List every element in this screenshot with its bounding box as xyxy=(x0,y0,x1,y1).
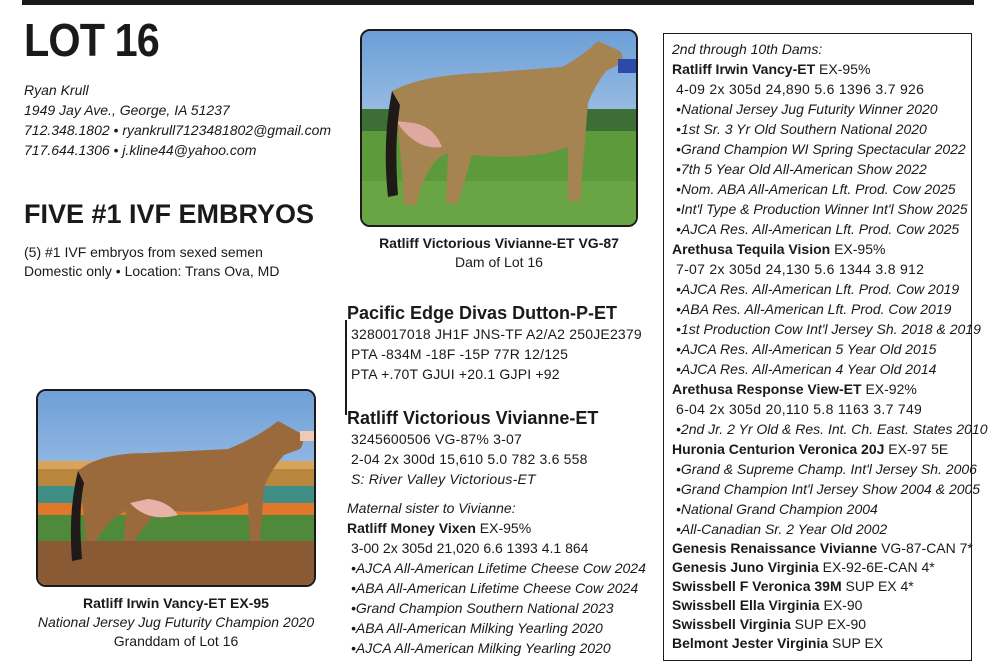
sire-name: Pacific Edge Divas Dutton-P-ET xyxy=(347,303,618,323)
maternal-sister-title xyxy=(347,518,667,538)
consignor-name: Ryan Krull xyxy=(24,82,89,98)
lot-headline: FIVE #1 IVF EMBRYOS xyxy=(24,199,315,229)
dam-id-line: 3245600506 VG-87% 3-07 xyxy=(351,431,522,447)
cow-record: 4-09 2x 305d 24,890 5.6 1396 3.7 926 xyxy=(676,81,925,97)
maternal-sister-block xyxy=(347,498,667,658)
cow-score: EX-92-6E-CAN 4* xyxy=(818,559,935,575)
award-item: •AJCA All-American Milking Yearling 2020 xyxy=(351,640,611,656)
award-item: •ABA All-American Lifetime Cheese Cow 2024 xyxy=(351,580,639,596)
award-item: •Grand Champion Int'l Jersey Show 2004 & 2005 xyxy=(676,481,981,497)
award-item: •ABA All-American Milking Yearling 2020 xyxy=(351,620,603,636)
dam-entry-10th xyxy=(672,615,963,634)
dam-relation: Dam of Lot 16 xyxy=(455,254,543,270)
lot-title: LOT 16 xyxy=(24,14,159,66)
award-item: •ABA Res. All-American Lft. Prod. Cow 2019 xyxy=(676,301,952,317)
dam-block xyxy=(347,407,667,489)
award-item: •AJCA Res. All-American Lft. Prod. Cow 2025 xyxy=(676,221,960,237)
award-item: •Grand Champion WI Spring Spectacular 2022 xyxy=(676,141,966,157)
dam-entry-3rd xyxy=(672,239,963,259)
sire-block xyxy=(347,302,667,384)
cow-score: SUP EX xyxy=(828,635,884,651)
cow-record: 6-04 2x 305d 20,110 5.8 1163 3.7 749 xyxy=(676,401,923,417)
dam-name: Ratliff Victorious Vivianne-ET xyxy=(347,408,599,428)
cow-score: VG-87-CAN 7* xyxy=(877,540,973,556)
award-item: •AJCA All-American Lifetime Cheese Cow 2024 xyxy=(351,560,646,576)
cow-score: EX-92% xyxy=(861,381,917,397)
cow-name: Genesis Renaissance Vivianne xyxy=(672,540,878,556)
cow-name: Huronia Centurion Veronica 20J xyxy=(672,441,885,457)
award-item: •National Grand Champion 2004 xyxy=(676,501,878,517)
consignor-address: 1949 Jay Ave., George, IA 51237 xyxy=(24,102,230,118)
cow-score: EX-97 5E xyxy=(884,441,949,457)
dam-entry-6th xyxy=(672,539,973,558)
consignor-contact xyxy=(24,80,344,160)
description-line-2: Domestic only • Location: Trans Ova, MD xyxy=(24,263,280,279)
cow-name: Swissbell Virginia xyxy=(672,616,791,632)
award-item: •All-Canadian Sr. 2 Year Old 2002 xyxy=(676,521,888,537)
award-item: •1st Production Cow Int'l Jersey Sh. 2018 & 2019 xyxy=(676,321,981,337)
cow-name: Arethusa Tequila Vision xyxy=(672,241,831,257)
award-item: •Grand Champion Southern National 2023 xyxy=(351,600,614,616)
cow-score: SUP EX 4* xyxy=(841,578,914,594)
granddam-honor: National Jersey Jug Futurity Champion 2020 xyxy=(37,614,315,630)
sire-pta-line-1: PTA -834M -18F -15P 77R 12/125 xyxy=(351,346,569,362)
lot-description xyxy=(24,243,344,281)
cow-name: Genesis Juno Virginia xyxy=(672,559,819,575)
cow-image xyxy=(362,31,638,227)
dam-record-line: 2-04 2x 300d 15,610 5.0 782 3.6 558 xyxy=(351,451,588,467)
dam-entry-8th xyxy=(672,577,963,596)
maternal-sister-score: EX-95% xyxy=(475,520,532,536)
award-item: •AJCA Res. All-American Lft. Prod. Cow 2019 xyxy=(676,281,960,297)
dams-box xyxy=(663,33,988,661)
cow-score: SUP EX-90 xyxy=(790,616,867,632)
award-item: •AJCA Res. All-American 5 Year Old 2015 xyxy=(676,341,937,357)
granddam-relation: Granddam of Lot 16 xyxy=(113,633,239,649)
description-line-1: (5) #1 IVF embryos from sexed semen xyxy=(24,244,263,260)
granddam-name: Ratliff Irwin Vancy-ET EX-95 xyxy=(83,595,269,611)
award-item: •1st Sr. 3 Yr Old Southern National 2020 xyxy=(676,121,927,137)
dam-entry-9th xyxy=(672,596,963,615)
granddam-caption xyxy=(20,594,332,651)
cow-name: Ratliff Irwin Vancy-ET xyxy=(672,61,816,77)
cow-name: Arethusa Response View-ET xyxy=(672,381,862,397)
dam-entry-11th xyxy=(672,634,963,653)
sire-id-line: 3280017018 JH1F JNS-TF A2/A2 250JE2379 xyxy=(351,326,642,342)
award-item: •AJCA Res. All-American 4 Year Old 2014 xyxy=(676,361,937,377)
dam-entry-7th xyxy=(672,558,963,577)
dams-intro: 2nd through 10th Dams: xyxy=(672,41,823,57)
maternal-sister-record: 3-00 2x 305d 21,020 6.6 1393 4.1 864 xyxy=(351,540,589,556)
cow-score: EX-95% xyxy=(830,241,886,257)
cow-name: Belmont Jester Virginia xyxy=(672,635,829,651)
dam-entry-2nd xyxy=(672,59,963,79)
top-rule xyxy=(22,0,974,5)
dam-photo-name: Ratliff Victorious Vivianne-ET VG-87 xyxy=(379,235,619,251)
cow-name: Swissbell F Veronica 39M xyxy=(672,578,842,594)
dam-caption xyxy=(340,234,658,272)
cow-score: EX-95% xyxy=(815,61,871,77)
award-item: •Grand & Supreme Champ. Int'l Jersey Sh. 2006 xyxy=(676,461,977,477)
sire-pta-line-2: PTA +.70T GJUI +20.1 GJPI +92 xyxy=(351,366,560,382)
granddam-photo xyxy=(36,389,316,587)
award-item: •2nd Jr. 2 Yr Old & Res. Int. Ch. East. States 2010 xyxy=(676,421,988,437)
consignor-phone-email-1: 712.348.1802 • ryankrull7123481802@gmail.com xyxy=(24,122,332,138)
dam-entry-4th xyxy=(672,379,963,399)
maternal-sister-intro: Maternal sister to Vivianne: xyxy=(347,500,516,516)
dam-photo xyxy=(360,29,638,227)
dam-entry-5th xyxy=(672,439,963,459)
cow-record: 7-07 2x 305d 24,130 5.6 1344 3.8 912 xyxy=(676,261,925,277)
consignor-phone-email-2: 717.644.1306 • j.kline44@yahoo.com xyxy=(24,142,257,158)
cow-score: EX-90 xyxy=(819,597,863,613)
award-item: •Nom. ABA All-American Lft. Prod. Cow 2025 xyxy=(676,181,956,197)
dam-sire-line: S: River Valley Victorious-ET xyxy=(351,471,536,487)
cow-name: Swissbell Ella Virginia xyxy=(672,597,820,613)
award-item: •7th 5 Year Old All-American Show 2022 xyxy=(676,161,927,177)
award-item: •Int'l Type & Production Winner Int'l Show 2025 xyxy=(676,201,968,217)
award-item: •National Jersey Jug Futurity Winner 2020 xyxy=(676,101,938,117)
maternal-sister-name: Ratliff Money Vixen xyxy=(347,520,476,536)
cow-image xyxy=(38,391,316,587)
